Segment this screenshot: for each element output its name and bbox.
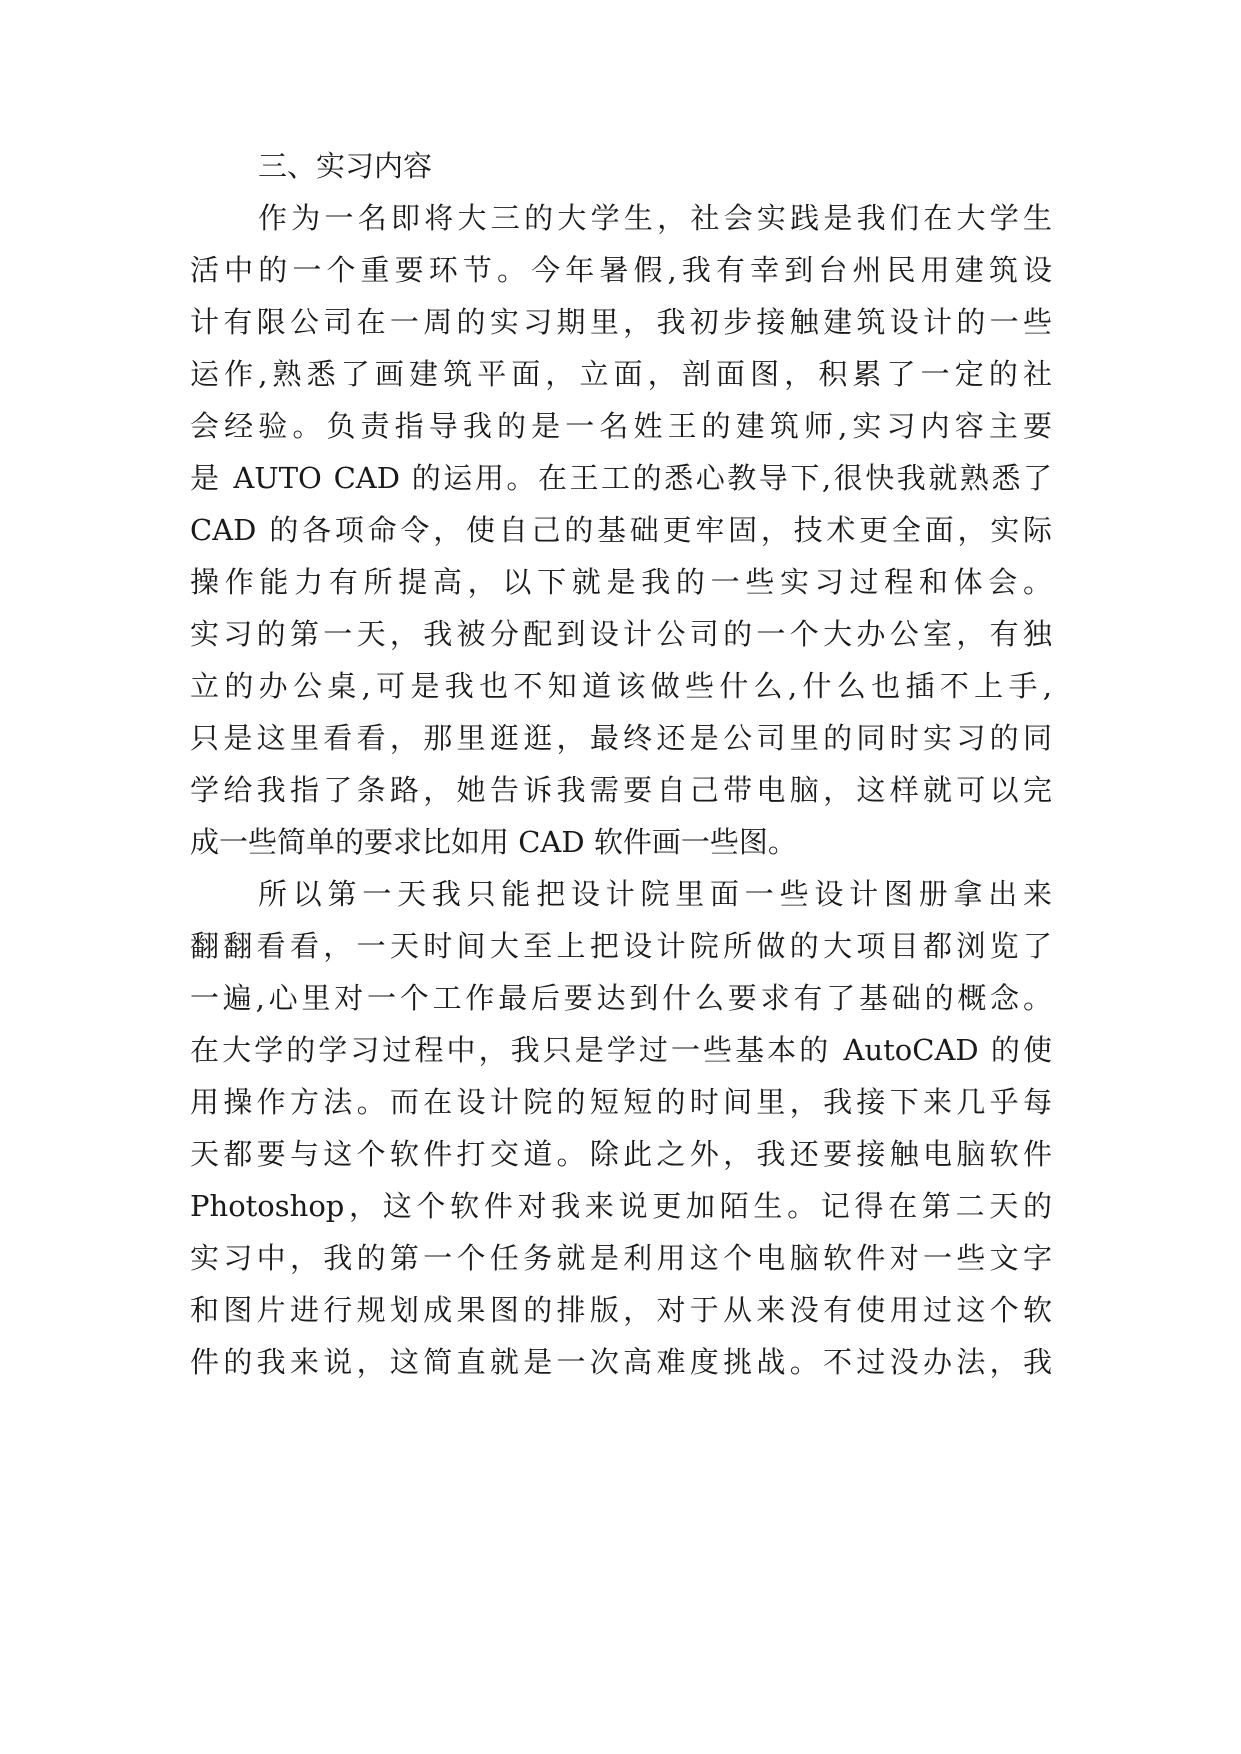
text-line: Photoshop，这个软件对我来说更加陌生。记得在第二天的 xyxy=(190,1189,1052,1223)
text-line: 件的我来说，这简直就是一次高难度挑战。不过没办法，我 xyxy=(190,1345,1052,1379)
text-line: 活中的一个重要环节。今年暑假,我有幸到台州民用建筑设 xyxy=(190,253,1052,287)
text-line: 计有限公司在一周的实习期里，我初步接触建筑设计的一些 xyxy=(190,305,1052,339)
text-line: CAD 的各项命令，使自己的基础更牢固，技术更全面，实际 xyxy=(190,513,1052,547)
text-line: 成一些简单的要求比如用 CAD 软件画一些图。 xyxy=(190,825,797,859)
text-line: 只是这里看看，那里逛逛，最终还是公司里的同时实习的同 xyxy=(190,721,1052,755)
text-line: 实习的第一天，我被分配到设计公司的一个大办公室，有独 xyxy=(190,617,1052,651)
text-line: 操作能力有所提高，以下就是我的一些实习过程和体会。 xyxy=(190,565,1052,599)
text-line: 和图片进行规划成果图的排版，对于从来没有使用过这个软 xyxy=(190,1293,1052,1327)
text-line: 运作,熟悉了画建筑平面，立面，剖面图，积累了一定的社 xyxy=(190,357,1052,391)
text-line: 天都要与这个软件打交道。除此之外，我还要接触电脑软件 xyxy=(190,1137,1052,1171)
text-line: 翻翻看看，一天时间大至上把设计院所做的大项目都浏览了 xyxy=(190,929,1052,963)
text-line: 学给我指了条路，她告诉我需要自己带电脑，这样就可以完 xyxy=(190,773,1052,807)
text-line: 所以第一天我只能把设计院里面一些设计图册拿出来 xyxy=(258,877,1052,911)
text-line: 实习中，我的第一个任务就是利用这个电脑软件对一些文字 xyxy=(190,1241,1052,1275)
text-line: 会经验。负责指导我的是一名姓王的建筑师,实习内容主要 xyxy=(190,409,1052,443)
text-line: 一遍,心里对一个工作最后要达到什么要求有了基础的概念。 xyxy=(190,981,1052,1015)
text-line: 立的办公桌,可是我也不知道该做些什么,什么也插不上手, xyxy=(190,669,1052,703)
section-heading: 三、实习内容 xyxy=(258,149,433,183)
text-line: 在大学的学习过程中，我只是学过一些基本的 AutoCAD 的使 xyxy=(190,1033,1052,1067)
text-line: 是 AUTO CAD 的运用。在王工的悉心教导下,很快我就熟悉了 xyxy=(190,461,1052,495)
text-line: 用操作方法。而在设计院的短短的时间里，我接下来几乎每 xyxy=(190,1085,1052,1119)
text-line: 作为一名即将大三的大学生，社会实践是我们在大学生 xyxy=(258,201,1052,235)
